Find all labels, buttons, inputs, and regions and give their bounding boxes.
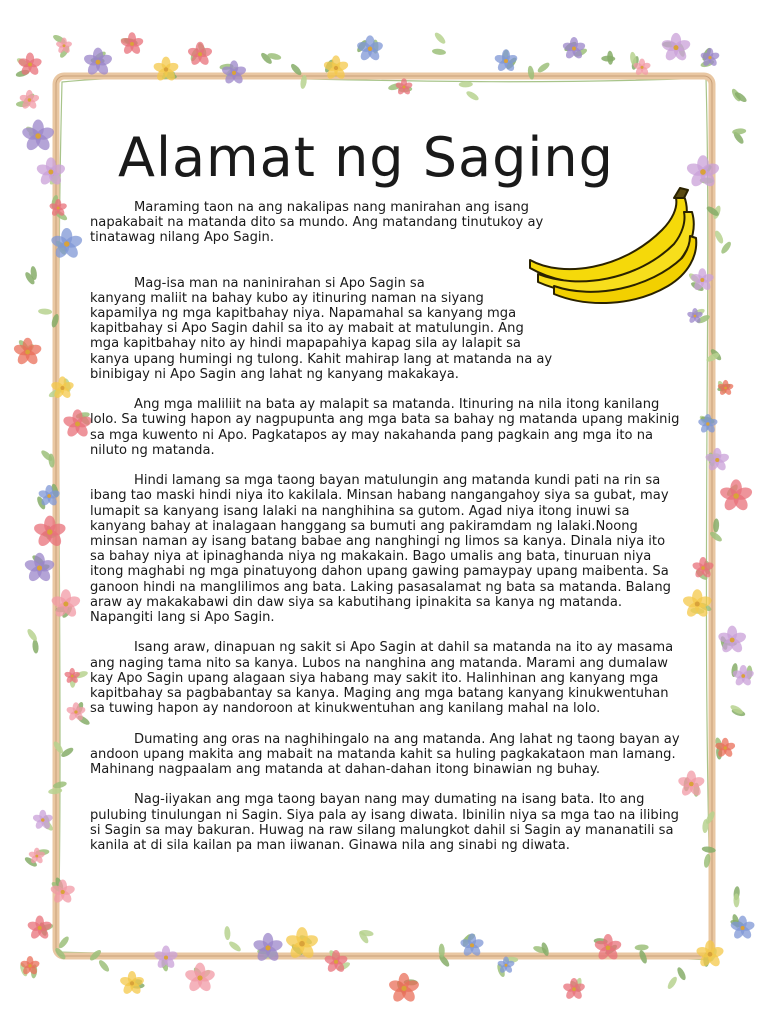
paragraph: Hindi lamang sa mga taong bayan matulungin ang matanda kundi pati na rin sa ibang tao maski hindi niya ito kakilala. Minsan habang nangangahoy siya sa gubat, may lumapit sa kanyang isang lalaki na nanghihina sa gutom. Agad niya itong inuwi sa kanyang bahay at inalagaan hanggang sa bumuti ang pakiramdam ng lalaki.Noong minsan naman ay isang batang babae ang nanghingi ng limos sa kanya. Dinala niya ito sa bahay niya at ipinaghanda niya ng makakain. Bago umalis ang bata, tinuruan niya itong maghabi ng mga pinatuyong dahon upang gawing pamaypay upang maibenta. Sa ganoon hindi na manglilimos ang bata. Laking pasasalamat ng bata sa matanda. Balang araw ay makakabawi din daw siya sa kabutihang ipinakita sa kanya ng matanda. Napangiti lang si Apo Sagin. [90, 473, 671, 626]
paragraph-first-line: Mag-isa man na naninirahan si Apo Sagin sa [134, 275, 425, 291]
paragraph: Isang araw, dinapuan ng sakit si Apo Sagin at dahil sa matanda na ito ay masama ang naging tama nito sa kanya. Lubos na nanghina ang matanda. Marami ang dumalaw kay Apo Sagin upang alagaan siya habang may sakit ito. Halinhinan ang kanyang mga kapitbahay sa pagbabantay sa kanya. Maging ang mga batang kanyang kinukwentuhan sa tuwing hapon ay nandoroon at kinukwentuhan ang kanilang mahal na lolo. [90, 640, 674, 717]
paragraph-rest: kanyang maliit na bahay kubo ay itinuring naman na siyang kapamilya ng mga kapitbahay niya. Napamahal sa kanyang mga kapitbahay si Apo Sagin dahil sa ito ay mabait at matulungin. Ang mga kapitbahay nito ay hindi mapapahiya kapag sila ay lalapit sa kanya upang humingi ng tulong. Kahit mahirap lang at matanda na ay binibigay ni Apo Sagin ang lahat ng kanyang makakaya. [90, 290, 553, 382]
paragraph [90, 276, 680, 382]
paragraph: Maraming taon na ang nakalipas nang manirahan ang isang napakabait na matanda dito sa mundo. Ang matandang tinutukoy ay tinatawag nilang Apo Sagin. [90, 200, 544, 246]
paragraph: Nag-iiyakan ang mga taong bayan nang may dumating na isang bata. Ito ang pulubing tinulungan ni Sagin. Siya pala ay isang diwata. Ibinilin niya sa mga tao na ilibing si Sagin sa may bakuran. Huwag na raw silang malungkot dahil si Sagin ay mananatili sa kanila at di sila kailan pa man iiwanan. Ginawa nila ang sinabi ng diwata. [90, 792, 679, 854]
paragraph: Ang mga maliliit na bata ay malapit sa matanda. Itinuring na nila itong kanilang lolo. Sa tuwing hapon ay nagpupunta ang mga bata sa bahay ng matanda upang makinig sa mga kuwento ni Apo. Pagkatapos ay may nakahanda pang pagkain ang mga ito na niluto ng matanda. [90, 397, 680, 458]
paragraph: Dumating ang oras na naghihingalo na ang matanda. Ang lahat ng taong bayan ay andoon upang makita ang mabait na matanda kahit sa huling pagkakataon man lamang. Mahinang nagpaalam ang matanda at dahan-dahan itong binawian ng buhay. [90, 731, 680, 778]
story-body [90, 200, 680, 868]
page-title: Alamat ng Saging [118, 126, 614, 189]
